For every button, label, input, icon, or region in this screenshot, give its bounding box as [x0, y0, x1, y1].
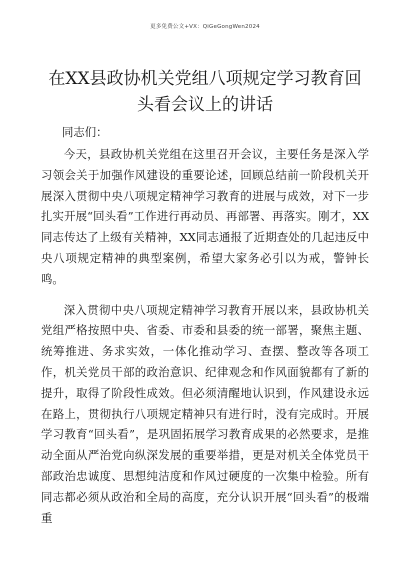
- paragraph: 今天，县政协机关党组在这里召开会议，主要任务是深入学习领会关于加强作风建设的重要论述，回顾总结前一阶段机关开展深入贯彻中央八项规定精神学习教育的进展与成效，对下一步扎实开展“回头看”工作进行再动员、再部署、再落实。刚才，XX同志传达了上级有关精神，XX同志通报了近期查处的几起违反中央八项规定精神的典型案例，希望大家务必引以为戒，警钟长鸣。: [41, 147, 369, 286]
- document-body: [41, 144, 369, 538]
- paragraph: 深入贯彻中央八项规定精神学习教育开展以来，县政协机关党组严格按照中央、省委、市委和县委的统一部署，聚焦主题、统筹推进、务求实效，一体化推动学习、查摆、整改等各项工作，机关党员干部的政治意识、纪律观念和作风面貌都有了新的提升，取得了阶段性成效。但必须清醒地认识到，作风建设永远在路上，贯彻执行八项规定精神只有进行时，没有完成时。开展学习教育“回头看”，是巩固拓展学习教育成果的必然要求，是推动全面从严治党向纵深发展的重要举措，更是对机关全体党员干部政治忠诚度、思想纯洁度和作风过硬度的一次集中检验。所有同志都必须从政治和全局的高度，充分认识开展“回头看”的极端重: [41, 302, 369, 525]
- document-title: 在XX县政协机关党组八项规定学习教育回头看会议上的讲话: [48, 69, 362, 115]
- header-note: 更多免费公文+VX：QiGeGongWen2024: [150, 24, 260, 30]
- salutation: 同志们：: [62, 125, 108, 139]
